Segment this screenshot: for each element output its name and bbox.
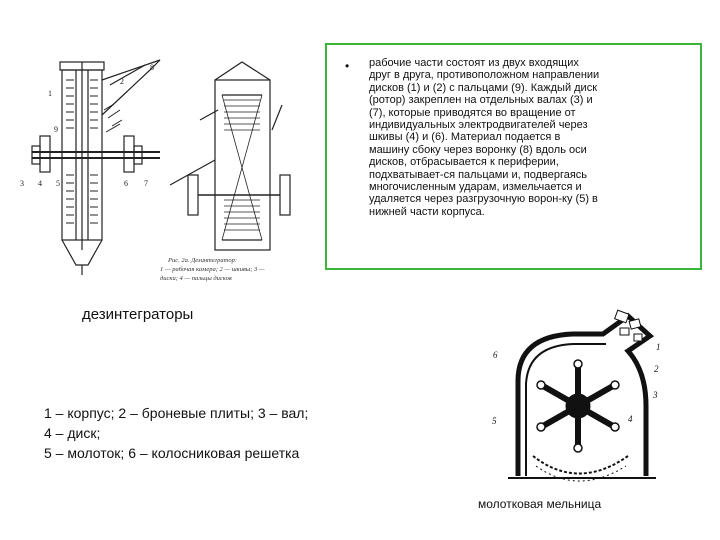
callout-3: 3	[20, 179, 24, 188]
mill-callout-3: 3	[653, 390, 658, 400]
bullet: •	[345, 59, 350, 73]
description-box	[325, 43, 702, 270]
mill-callout-2: 2	[654, 364, 659, 374]
mill-callout-6: 6	[493, 350, 498, 360]
hammer-mill-figure	[478, 306, 668, 496]
callout-4: 4	[38, 179, 42, 188]
mill-caption: молотковая мельница	[478, 497, 602, 511]
desc-line: индивидуальных электродвигателей через	[369, 119, 588, 132]
desc-line: рабочие части состоят из двух входящих	[369, 57, 579, 69]
pulley-right	[124, 136, 134, 172]
legend-line: 5 – молоток; 6 – колосниковая решетка	[44, 445, 300, 461]
callout-7: 7	[144, 179, 148, 188]
figure-caption-line3: диски; 4 — пальцы дисков	[160, 275, 232, 282]
desc-line: удаляется через разгрузочную ворон-ку (5) в	[369, 193, 598, 206]
mill-callout-5: 5	[492, 416, 497, 426]
callout-6: 6	[124, 179, 128, 188]
desc-line: подхватывает-ся пальцами и, подвергаясь	[369, 168, 588, 181]
callout-5: 5	[56, 179, 60, 188]
disintegrator-drawing	[10, 40, 310, 285]
description-text	[369, 57, 689, 218]
desc-line: дисков (1) и (2) с пальцами (9). Каждый диск	[369, 81, 598, 94]
mill-callout-4: 4	[628, 414, 633, 424]
figure-caption-line2: 1 — рабочая камера; 2 — шкивы; 3 —	[160, 266, 265, 273]
desc-line: шкивы (4) и (6). Материал подается в	[369, 131, 561, 144]
desc-line: машину сбоку через воронку (8) вдоль оси	[369, 143, 587, 156]
disintegrator-figure	[10, 40, 310, 285]
mill-callout-1: 1	[656, 342, 661, 352]
grate	[533, 456, 628, 474]
callout-2: 2	[120, 77, 124, 86]
legend-line: 1 – корпус; 2 – броневые плиты; 3 – вал;	[44, 405, 309, 421]
desc-line: дисков, отбрасывается к периферии,	[369, 156, 559, 169]
desc-line: многочисленным ударам, измельчается и	[369, 181, 582, 194]
desc-line: друг в друга, противоположном направлении	[369, 69, 600, 82]
desc-line: (7), которые приводятся во вращение от	[369, 106, 576, 119]
desc-line: (ротор) закреплен на отдельных валах (3) и	[369, 94, 593, 107]
callout-8: 8	[150, 63, 154, 72]
hammer-mill-drawing	[478, 306, 668, 496]
figure-caption-title: Рис. 2а. Дезинтегратор:	[168, 257, 238, 264]
desc-line: нижней части корпуса.	[369, 205, 485, 218]
callout-1: 1	[48, 89, 52, 98]
legend-line: 4 – диск;	[44, 425, 101, 441]
pulley-left	[40, 136, 50, 172]
mill-legend	[44, 403, 308, 463]
callout-9: 9	[54, 125, 58, 134]
section-heading: дезинтеграторы	[82, 306, 194, 323]
